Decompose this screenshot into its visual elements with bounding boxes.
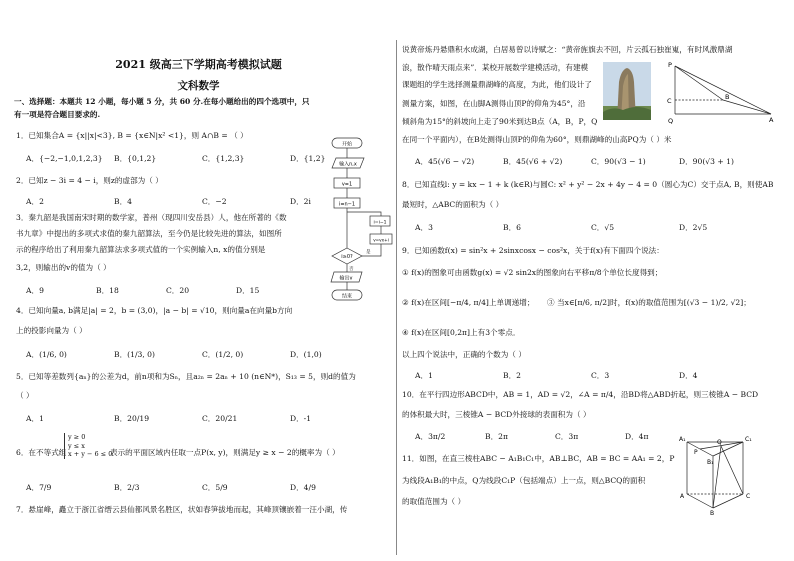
q5-option-a[interactable]: A．1: [26, 414, 44, 423]
q10-option-a[interactable]: A．3π/2: [415, 432, 446, 441]
section-heading: 一、选择题：本题共 12 小题，每小题 5 分，共 60 分.在每小题给出的四个选项中，只: [14, 97, 310, 106]
fig7-label-b: B: [725, 93, 730, 101]
flow-input: 输入n,x: [339, 161, 357, 168]
q7-option-b[interactable]: B．45(√6 + √2): [503, 157, 563, 166]
section-heading-cont: 有一项是符合题目要求的.: [14, 110, 101, 119]
fig11-label-b: B: [710, 510, 715, 516]
q2-option-b[interactable]: B．4: [114, 197, 133, 206]
fig11-label-a: A: [680, 493, 685, 500]
q8-option-a[interactable]: A．3: [415, 223, 433, 232]
q3-option-a[interactable]: A．9: [26, 286, 44, 295]
q5-option-c[interactable]: C．20/21: [202, 414, 238, 423]
q7-option-c[interactable]: C．90(√3 − 1): [591, 157, 646, 166]
fig11-label-q: Q: [717, 439, 722, 446]
q6-sys3: x + y − 6 ≤ 0: [68, 450, 113, 458]
q1-option-b[interactable]: B．{0,1,2}: [114, 154, 157, 163]
q5-line2: （ ）: [16, 391, 34, 400]
q10-line2: 的体积最大时，三棱锥A − BCD外接球的表面积为（ ）: [402, 410, 591, 419]
q7-line4: 课题组的学生选择测量鼎湖峰的高度，为此，他们设计了: [402, 80, 592, 89]
q7-line1: 7．悬崖峰，矗立于浙江省缙云县仙都风景名胜区，状如春笋拔地而起，其峰顶镶嵌着一汪小湖，传: [16, 505, 348, 514]
q11-line3: 的取值范围为（ ）: [402, 497, 466, 506]
q8-option-d[interactable]: D．2√5: [679, 223, 708, 232]
q1-option-d[interactable]: D．{1,2}: [290, 154, 326, 163]
q9-statement3: ③ 当x∈[π/6, π/2]时，f(x)的取值范围为[(√3 − 1)/2, √2]；: [547, 298, 751, 307]
q6-sys2: y ≤ x: [68, 441, 85, 450]
q1-option-c[interactable]: C．{1,2,3}: [202, 154, 245, 163]
q3-line2: 书九章》中提出的多项式求值的秦九韶算法，至今仍是比较先进的算法，如图所: [16, 229, 282, 238]
flow-end: 结束: [341, 293, 353, 300]
q4-option-a[interactable]: A．(1/6, 0): [26, 350, 67, 359]
q4-line2: 上的投影向量为（ ）: [16, 326, 87, 335]
q8-line1: 8．已知直线l: y = kx − 1 + k (k∈R)与圆C: x² + y² − 2x + 4y − 4 = 0（圆心为C）交于点A, B，则使AB: [402, 180, 774, 189]
q7-line2: 说黄帝炼丹悬鼎积水成湖，白居易曾以诗赋之：“黄帝旌旗去不回，片云孤石独崔嵬，有时风激鼎湖: [402, 45, 733, 54]
right-column: [397, 0, 794, 561]
q7-option-d[interactable]: D．90(√3 + 1): [679, 157, 734, 166]
q7-line5: 测量方案，如图，在山脚A测得山顶P的仰角为45°，沿: [402, 99, 586, 108]
exam-title: 2021 级高三下学期高考模拟试题: [115, 58, 282, 71]
q4-option-d[interactable]: D．(1,0): [290, 350, 322, 359]
fig7-label-q: Q: [668, 117, 674, 125]
q7-option-a[interactable]: A．45(√6 − √2): [415, 157, 475, 166]
q4-option-b[interactable]: B．(1/3, 0): [114, 350, 155, 359]
flowchart-figure: [326, 136, 394, 308]
q6-option-b[interactable]: B．2/3: [114, 483, 140, 492]
q4-option-c[interactable]: C．(1/2, 0): [202, 350, 244, 359]
fig11-label-c1: C₁: [745, 436, 752, 443]
q9-option-b[interactable]: B．2: [503, 371, 522, 380]
q6-option-a[interactable]: A．7/9: [26, 483, 52, 492]
q9-statement2: ② f(x)在区间[−π/4, π/4]上单调递增；: [402, 298, 535, 307]
q1-option-a[interactable]: A．{−2,−1,0,1,2,3}: [26, 154, 103, 163]
q8-line2: 最短时，△ABC的面积为（ ）: [402, 200, 504, 209]
fig11-label-a1: A₁: [679, 436, 686, 443]
q9-statement4: ④ f(x)在区间[0,2π]上有3个零点．: [402, 328, 521, 337]
fig11-label-p: P: [694, 449, 698, 456]
q11-line1: 11．如图，在直三棱柱ABC − A₁B₁C₁中，AB⊥BC，AB = BC = AA₁ = 2，P: [402, 454, 675, 463]
flow-cond: i≥0?: [341, 254, 353, 260]
fig7-label-p: P: [668, 61, 672, 69]
fig7-label-a: A: [769, 116, 774, 124]
q6-system: [64, 433, 112, 459]
q5-option-d[interactable]: D．-1: [290, 414, 312, 423]
q6-option-c[interactable]: C．5/9: [202, 483, 228, 492]
q3-line1: 3．秦九韶是我国南宋时期的数学家，普州（现四川安岳县）人，他在所著的《数: [16, 213, 287, 222]
q2-option-c[interactable]: C．−2: [202, 197, 227, 206]
q9-statement1: ① f(x)的图象可由函数g(x) = √2 sin2x的图象向右平移π/8个单位长度得到；: [402, 268, 663, 277]
q7-line6: 倾斜角为15°的斜坡向上走了90米到达B点（A，B，P，Q: [402, 117, 598, 126]
q8-option-c[interactable]: C．√5: [591, 223, 615, 232]
flow-start: 开始: [341, 141, 353, 148]
q3-option-d[interactable]: D．15: [236, 286, 260, 295]
q3-option-c[interactable]: C．20: [166, 286, 190, 295]
q11-line2: 为线段A₁B₁的中点，Q为线段C₁P（包括端点）上一点，则△BCQ的面积: [402, 476, 646, 485]
q10-option-c[interactable]: C．3π: [555, 432, 579, 441]
flow-i: i=n−1: [338, 201, 356, 208]
fig11-label-c: C: [746, 493, 751, 500]
flow-yes: 是: [366, 250, 371, 255]
fig11-label-b1: B₁: [707, 459, 714, 466]
q2-option-d[interactable]: D．2i: [290, 197, 311, 206]
q7-line7: 在同一个平面内），在B处测得山顶P的仰角为60°，则鼎湖峰的山高PQ为（ ）米: [402, 135, 672, 144]
q9-option-c[interactable]: C．3: [591, 371, 610, 380]
flow-output: 输出v: [339, 275, 353, 282]
q10-option-b[interactable]: B．2π: [485, 432, 508, 441]
q4-line1: 4．已知向量a, b满足|a| = 2，b = (3,0)，|a − b| = √10，则向量a在向量b方向: [16, 306, 293, 315]
q11-prism-figure: [677, 432, 757, 516]
exam-subject: 文科数学: [177, 80, 220, 92]
q2-option-a[interactable]: A．2: [26, 197, 44, 206]
q9-option-d[interactable]: D．4: [679, 371, 698, 380]
q3-line4: 3,2，则输出的v的值为（ ）: [16, 263, 111, 272]
q2-stem: 2．已知z − 3i = 4 − i，则z的虚部为（ ）: [16, 176, 163, 185]
flow-no: 否: [349, 267, 354, 272]
q10-option-d[interactable]: D．4π: [625, 432, 649, 441]
q6-suffix: 表示的平面区域内任取一点P(x, y)，则满足y ≥ x − 2的概率为（ ）: [110, 448, 340, 457]
flow-loop1: i=i−1: [373, 220, 387, 226]
q10-line1: 10．在平行四边形ABCD中，AB = 1，AD = √2，∠A = π/4，沿BD将△ABD折起，则三棱锥A − BCD: [402, 390, 759, 399]
q9-line6: 以上四个说法中，正确的个数为（ ）: [402, 350, 526, 359]
flow-loop2: v=vx+i: [373, 237, 389, 243]
q5-option-b[interactable]: B．20/19: [114, 414, 150, 423]
q6-sys1: y ≥ 0: [68, 433, 86, 441]
q7-line3: 浪，散作晴天雨点来”．某校开展数学建模活动，有建模: [402, 63, 589, 72]
mountain-photo: [603, 62, 651, 120]
fig7-label-c: C: [667, 97, 672, 105]
flow-v: v=1: [341, 181, 353, 188]
q3-option-b[interactable]: B．18: [96, 286, 119, 295]
q6-option-d[interactable]: D．4/9: [290, 483, 316, 492]
q9-option-a[interactable]: A．1: [415, 371, 433, 380]
q8-option-b[interactable]: B．6: [503, 223, 522, 232]
q1-stem: 1．已知集合A = {x||x|<3}, B = {x∈N|x² <1}，则 A∩B = （ ）: [16, 131, 248, 140]
q7-triangle-figure: [663, 60, 777, 126]
q3-line3: 示的程序给出了利用秦九韶算法求多项式值的一个实例输入n, x的值分别是: [16, 245, 266, 254]
q9-line1: 9．已知函数f(x) = sin²x + 2sinxcosx − cos²x，关于f(x)有下面四个说法：: [402, 246, 664, 255]
q6-prefix: 6．在不等式组: [16, 448, 67, 457]
q5-line1: 5．已知等差数列{aₙ}的公差为d，前n项和为Sₙ，且a₂ₙ = 2aₙ + 10 (n∈N*)，S₁₃ = 5，则d的值为: [16, 372, 356, 381]
